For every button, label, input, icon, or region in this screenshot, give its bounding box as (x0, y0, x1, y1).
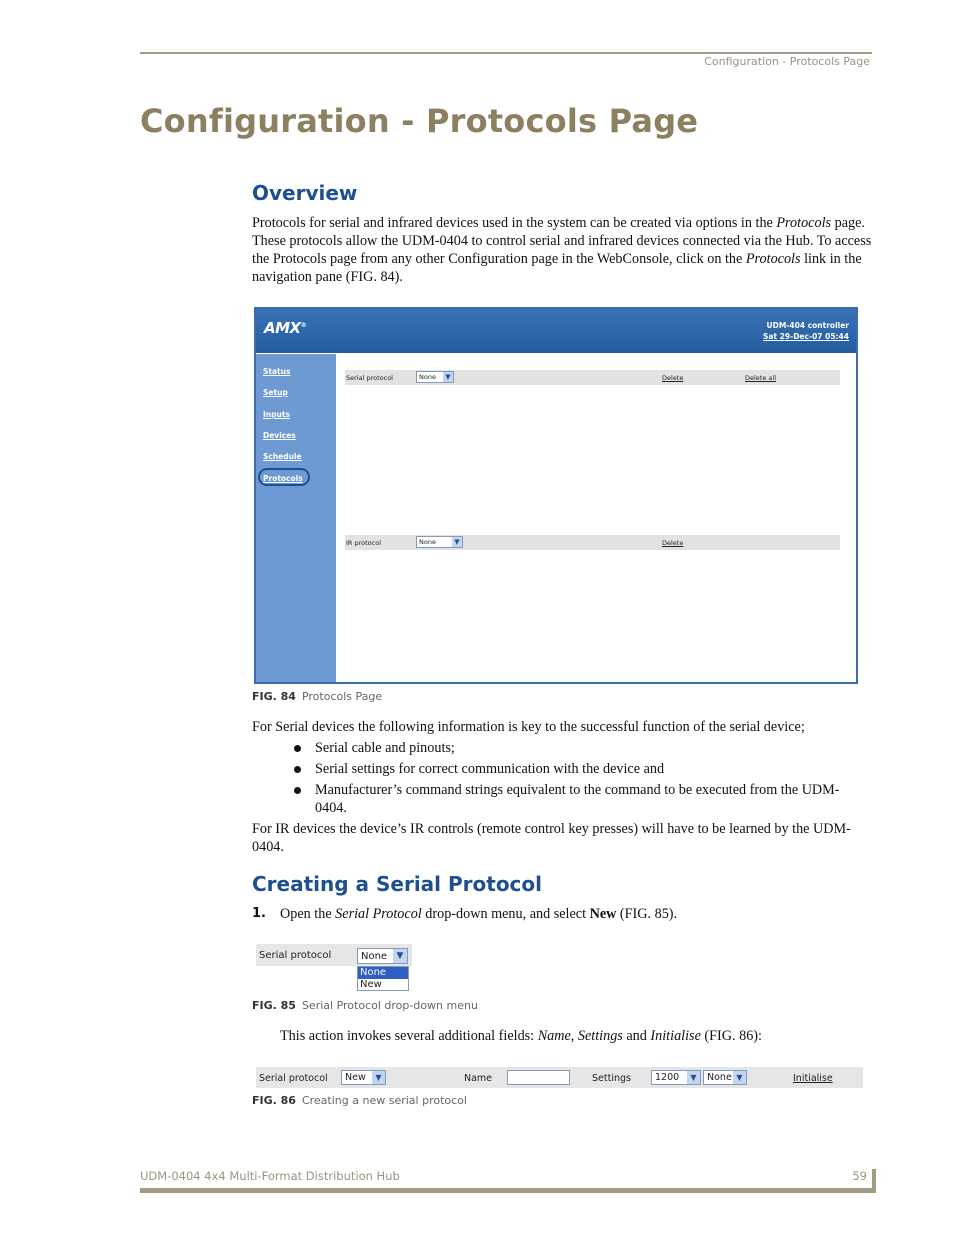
step-text-3: (FIG. 85). (616, 906, 678, 922)
ir-paragraph: For IR devices the device’s IR controls (remote control key presses) will have to be learned by the UDM-0404. (252, 821, 851, 855)
option-none[interactable]: None (358, 967, 408, 979)
parity-value: None (707, 1072, 732, 1083)
nav-link-status[interactable]: Status (263, 367, 291, 376)
name-input[interactable] (507, 1070, 570, 1085)
action-text-1: This action invokes several additional fields: (280, 1028, 538, 1044)
serial-delete-link[interactable]: Delete (662, 374, 684, 382)
initialise-link[interactable]: Initialise (793, 1073, 833, 1084)
header-rule (140, 52, 872, 54)
running-head: Configuration - Protocols Page (704, 55, 870, 68)
logo-text: AMX (264, 319, 301, 337)
serial-protocol-label: Serial protocol (346, 374, 393, 382)
option-new[interactable]: New (360, 979, 382, 990)
fig84-caption-text: Protocols Page (301, 690, 383, 703)
amx-logo (264, 319, 306, 337)
step-text-1: Open the (280, 906, 336, 922)
ir-protocol-bar (345, 535, 840, 550)
overview-text-1: Protocols for serial and infrared devices used in the system can be created via options in the (252, 215, 777, 231)
fig84-number: FIG. 84 (252, 690, 296, 703)
step-number: 1. (252, 906, 266, 921)
nav-link-schedule[interactable]: Schedule (263, 452, 302, 461)
parity-select[interactable] (703, 1070, 747, 1085)
footer-product-name: UDM-0404 4x4 Multi-Format Distribution Hub (140, 1169, 400, 1183)
page-number: 59 (852, 1169, 867, 1183)
step-emphasis: Serial Protocol (335, 906, 422, 922)
action-emphasis-settings: Settings (577, 1028, 623, 1044)
fig86-caption-text: Creating a new serial protocol (301, 1094, 467, 1107)
webconsole-banner (256, 309, 856, 353)
fig86-number: FIG. 86 (252, 1094, 296, 1107)
banner-separator (256, 353, 856, 354)
serial-protocol-label: Serial protocol (259, 950, 332, 961)
action-text-2: (FIG. 86): (700, 1028, 762, 1044)
navigation-pane (256, 354, 336, 684)
nav-link-inputs[interactable]: Inputs (263, 410, 290, 419)
nav-link-setup[interactable]: Setup (263, 388, 288, 397)
serial-intro: For Serial devices the following information is key to the successful function of the serial device; (252, 719, 805, 735)
fig85-number: FIG. 85 (252, 999, 296, 1012)
serial-delete-all-link[interactable]: Delete all (745, 374, 777, 382)
logo-registered-mark: ® (300, 322, 307, 329)
step-strong: New (589, 906, 617, 922)
creating-heading: Creating a Serial Protocol (252, 872, 543, 896)
serial-protocol-value: New (345, 1072, 366, 1083)
serial-requirements-list (293, 739, 853, 820)
fig86-caption (252, 1094, 467, 1107)
serial-protocol-options (357, 966, 409, 991)
settings-label: Settings (592, 1073, 631, 1084)
step-text (280, 906, 677, 923)
baud-rate-value: 1200 (655, 1072, 680, 1083)
chevron-down-icon: ▼ (452, 537, 462, 547)
list-item: Serial settings for correct communication with the device and (293, 760, 853, 778)
serial-protocol-value: None (419, 373, 436, 381)
chevron-down-icon: ▼ (393, 949, 407, 963)
list-item: Serial cable and pinouts; (293, 739, 853, 757)
chevron-down-icon: ▼ (733, 1071, 746, 1084)
chevron-down-icon: ▼ (372, 1071, 385, 1084)
serial-protocol-select[interactable] (341, 1070, 386, 1085)
overview-emphasis-2: Protocols (745, 251, 801, 267)
step-text-2: drop-down menu, and select (421, 906, 590, 922)
ir-delete-link[interactable]: Delete (662, 539, 684, 547)
action-separator-2: and (622, 1028, 651, 1044)
baud-rate-select[interactable] (651, 1070, 701, 1085)
serial-protocol-dropdown-figure (256, 944, 412, 966)
fig85-caption-text: Serial Protocol drop-down menu (301, 999, 478, 1012)
controller-name: UDM-404 controller (766, 321, 849, 330)
chapter-title: Configuration - Protocols Page (140, 102, 699, 140)
overview-emphasis-1: Protocols (776, 215, 832, 231)
footer-rule (140, 1188, 876, 1193)
overview-text-2: page. These protocols allow the UDM-0404 to control serial and infrared devices connected via the Hub. To access the Protocols page from any other Configuration page in the WebConsole, click on the (252, 215, 872, 267)
ir-protocol-select[interactable] (416, 536, 463, 548)
serial-protocol-select[interactable] (416, 371, 454, 383)
action-separator-1: , (570, 1028, 578, 1044)
action-emphasis-name: Name (537, 1028, 571, 1044)
fig85-caption (252, 999, 478, 1012)
chevron-down-icon: ▼ (687, 1071, 700, 1084)
overview-paragraph (252, 214, 872, 286)
nav-link-devices[interactable]: Devices (263, 431, 296, 440)
serial-protocol-bar (345, 370, 840, 385)
controller-date-link[interactable]: Sat 29-Dec-07 05:44 (762, 332, 849, 341)
action-paragraph (280, 1027, 870, 1045)
chevron-down-icon: ▼ (443, 372, 453, 382)
serial-protocol-select[interactable] (357, 948, 408, 964)
ir-protocol-value: None (419, 538, 436, 546)
overview-heading: Overview (252, 181, 358, 205)
fig84-caption (252, 690, 382, 703)
ir-protocol-label: IR protocol (346, 539, 382, 547)
protocols-page-screenshot (254, 307, 858, 684)
nav-link-protocols[interactable]: Protocols (263, 474, 303, 483)
serial-protocol-label: Serial protocol (259, 1073, 328, 1084)
name-label: Name (464, 1073, 493, 1084)
action-emphasis-initialise: Initialise (650, 1028, 701, 1044)
list-item: Manufacturer’s command strings equivalent to the command to be executed from the UDM-0404. (293, 781, 853, 817)
serial-protocol-value: None (361, 951, 388, 962)
new-serial-protocol-figure (256, 1067, 863, 1088)
overview-text-3: link in the navigation pane (FIG. 84). (252, 251, 862, 285)
